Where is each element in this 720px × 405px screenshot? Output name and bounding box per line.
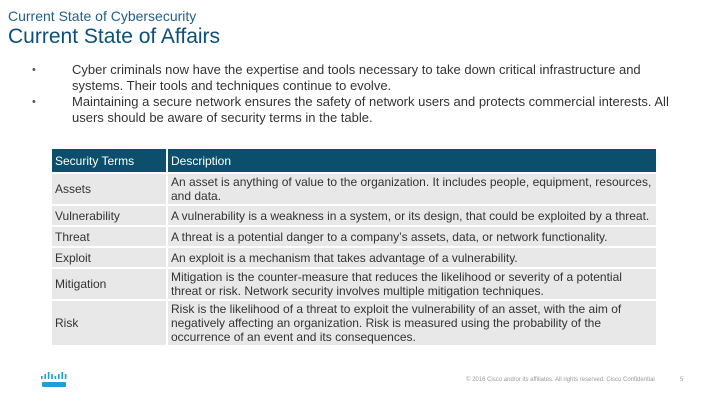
cisco-logo-icon [40, 371, 68, 389]
term-cell: Vulnerability [52, 206, 166, 225]
term-cell: Threat [52, 227, 166, 246]
header-security-terms: Security Terms [52, 149, 166, 172]
bullet-text: Maintaining a secure network ensures the safety of network users and protects commercial interests. All users should be aware of security terms in the table. [72, 94, 669, 125]
table-row [52, 248, 656, 267]
bullet-item [32, 62, 672, 94]
slide-subtitle: Current State of Cybersecurity [8, 8, 197, 24]
table-row [52, 227, 656, 246]
term-cell: Risk [52, 301, 166, 345]
description-cell: A vulnerability is a weakness in a system, or its design, that could be exploited by a threat. [168, 206, 656, 225]
description-cell: A threat is a potential danger to a company’s assets, data, or network functionality. [168, 227, 656, 246]
bullet-icon: • [32, 64, 36, 76]
description-cell: Risk is the likelihood of a threat to exploit the vulnerability of an asset, with the aim of negatively affecting an organization. Risk is measured using the probability of the occurrence of an event and its consequences. [168, 301, 656, 345]
term-cell: Assets [52, 174, 166, 204]
security-terms-table [50, 147, 658, 347]
bullet-item [32, 94, 672, 126]
bullet-text: Cyber criminals now have the expertise and tools necessary to take down critical infrastructure and systems. Their tools and techniques continue to evolve. [72, 62, 641, 93]
table-row [52, 206, 656, 225]
term-cell: Mitigation [52, 269, 166, 299]
description-cell: An exploit is a mechanism that takes advantage of a vulnerability. [168, 248, 656, 267]
term-cell: Exploit [52, 248, 166, 267]
table-row [52, 269, 656, 299]
copyright-text: © 2016 Cisco and/or its affiliates. All rights reserved. Cisco Confidential [466, 377, 655, 383]
description-cell: An asset is anything of value to the organization. It includes people, equipment, resources, and data. [168, 174, 656, 204]
description-cell: Mitigation is the counter-measure that reduces the likelihood or severity of a potential threat or risk. Network security involves multiple mitigation techniques. [168, 269, 656, 299]
page-number: 5 [680, 377, 684, 383]
table-row [52, 174, 656, 204]
slide-title: Current State of Affairs [8, 25, 221, 48]
bullet-list [32, 62, 672, 126]
table-row [52, 301, 656, 345]
bullet-icon: • [32, 96, 36, 108]
header-description: Description [168, 149, 656, 172]
table-header-row [52, 149, 656, 172]
